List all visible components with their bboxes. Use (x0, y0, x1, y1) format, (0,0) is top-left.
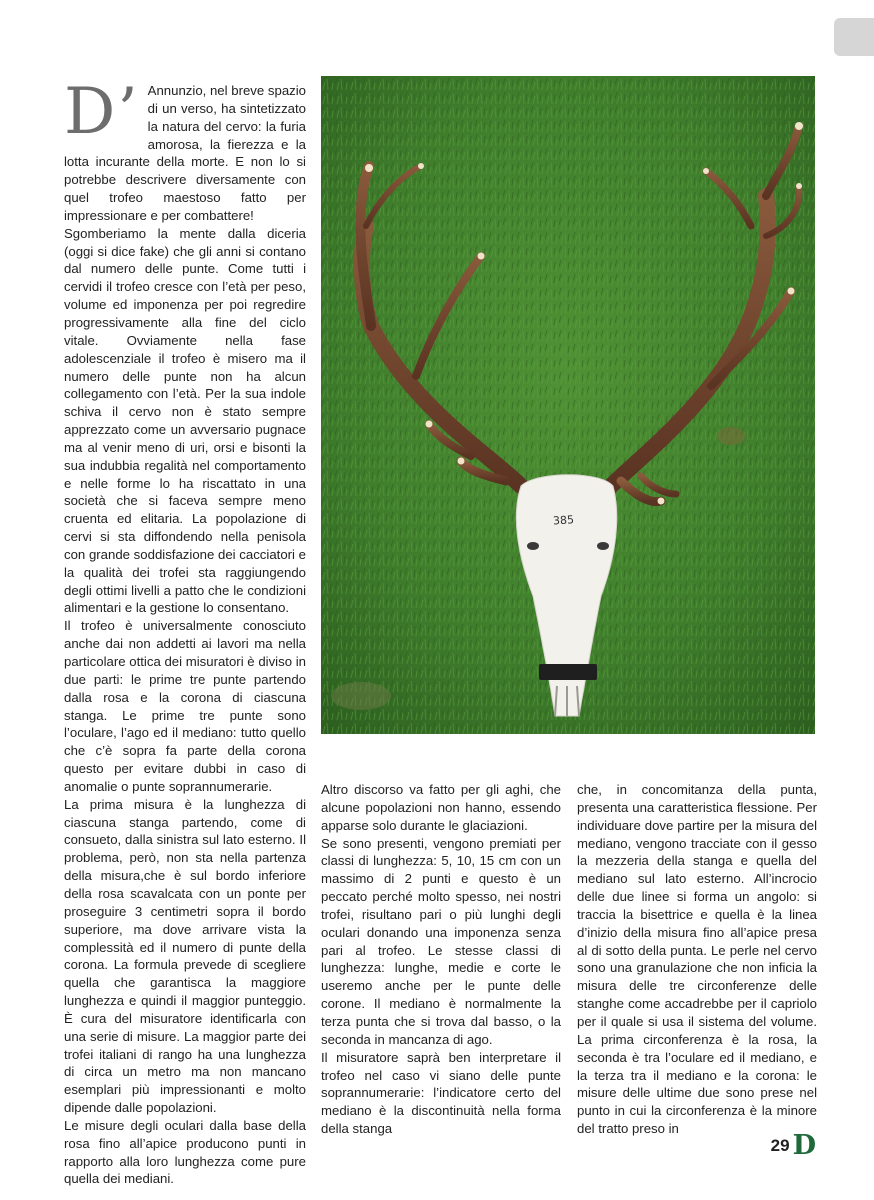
paragraph: Il trofeo è universalmente conosciuto anche dai non addetti ai lavori ma nella particolare ottica dei misuratori è diviso in due parti: le prime tre punte partendo dalla rosa e la corona di ciascuna stanga. Le prime tre punte sono l’oculare, l’ago ed il mediano: tutto quello che c’è sopra fa parte della corona questo per evitare dubbi in caso di anomalie o punte soprannumerarie. (64, 618, 306, 794)
paragraph: La prima misura è la lunghezza di ciascuna stanga partendo, come di consueto, dalla sinistra sul lato esterno. Il problema, però, non sta nella partenza della misura,che è sul bordo inferiore della rosa scavalcata con un ponte per proseguire 3 centimetri sopra il bordo superiore, ma dove arrivare vista la complessità ed il numero di punte della corona. La formula prevede di scegliere quella che garantisca la maggiore lunghezza e quindi il maggior punteggio. È cura del misuratore identificarla con una serie di misure. La maggior parte dei trofei italiani di rango ha una lunghezza di circa un metro ma non mancano esemplari più impressionanti e molto dipende dalle popolazioni. (64, 796, 306, 1116)
deer-trophy-photo (321, 76, 815, 734)
paragraph: Il misuratore saprà ben interpretare il trofeo nel caso vi siano delle punte soprannumerarie: l’indicatore certo del mediano è la discontinuità nella forma della stanga (321, 1049, 561, 1137)
corner-tab (834, 18, 874, 56)
article-column-3 (577, 781, 817, 1138)
paragraph: Sgomberiamo la mente dalla diceria (oggi si dice fake) che gli anni si contano dal numero delle punte. Come tutti i cervidi il trofeo cresce con l’età per peso, volume ed imponenza per poi regredire progressivamente alla fine del ciclo vitale. Ovviamente nella fase adolescenziale il trofeo è misero ma il numero delle punte non ha alcun collegamento con l’età. Per la sua indole schiva il cervo non è stato sempre apprezzato come un avversario pugnace ma al venir meno di uri, orsi e bisonti la sua indubbia regalità nel comportamento e nelle forme lo ha riscattato in una società che si faceva sempre meno cruenta ed elitaria. La popolazione di cervi si sta diffondendo nella penisola con grande soddisfazione dei cacciatori e la qualità dei trofei sta raggiungendo degli ottimi livelli a patto che le condizioni alimentari e la gestione lo consentano. (64, 225, 306, 616)
skull-band (539, 664, 597, 680)
magazine-logo: D (792, 1130, 816, 1161)
paragraph: che, in concomitanza della punta, presenta una caratteristica flessione. Per individuare dove partire per la misura del mediano, vengono tracciate con il gesso la mezzeria della stanga e quella del mediano sul lato esterno. All’incrocio delle due linee si forma un angolo: si traccia la bisettrice e quella è la linea d’inizio della misura fino all’apice presa al di sotto della punta. Le perle nel cervo sono una granulazione che non inficia la misura delle tre circonferenze delle stanghe come accadrebbe per il capriolo per il quale si usa il sistema del volume. La prima circonferenza è la rosa, la seconda è tra l’oculare ed il mediano, e la terza tra il mediano e la corona: le misure delle ultime due sono prese nel punto in cui la circonferenza è la minore del tratto preso in (577, 782, 817, 1137)
paragraph: Annunzio, nel breve spazio di un verso, ha sintetizzato la natura del cervo: la furia amorosa, la fierezza e la lotta incurante della morte. E non lo si potrebbe descrivere diversamente con quel trofeo maestoso fatto per impressionare e per combattere! (64, 83, 307, 223)
paragraph: Se sono presenti, vengono premiati per classi di lunghezza: 5, 10, 15 cm con un massimo di 2 punti e questo è un peccato perché molto spesso, nei nostri trofei, risultano pari o più lunghi degli oculari donando una imponenza senza pari al trofeo. Le stesse classi di lunghezza: lunghe, medie e corte le useremo anche per le punte delle corone. Il mediano è normalmente la terza punta che si trova dal basso, o la seconda in mancanza di ago. (321, 835, 561, 1047)
article-column-2 (321, 781, 561, 1138)
drop-cap: D’ (64, 75, 140, 149)
skull-number-label: 385 (552, 513, 575, 528)
article-column-1 (64, 75, 307, 1188)
page-number: 29 (770, 1135, 790, 1155)
paragraph: Altro discorso va fatto per gli aghi, che alcune popolazioni non hanno, essendo apparse solo durante le glaciazioni. (321, 782, 561, 833)
page-footer (771, 1132, 816, 1159)
paragraph: Le misure degli oculari dalla base della rosa fino all’apice producono punti in rapporto alla loro lunghezza come pure quella dei mediani. (64, 1117, 306, 1187)
